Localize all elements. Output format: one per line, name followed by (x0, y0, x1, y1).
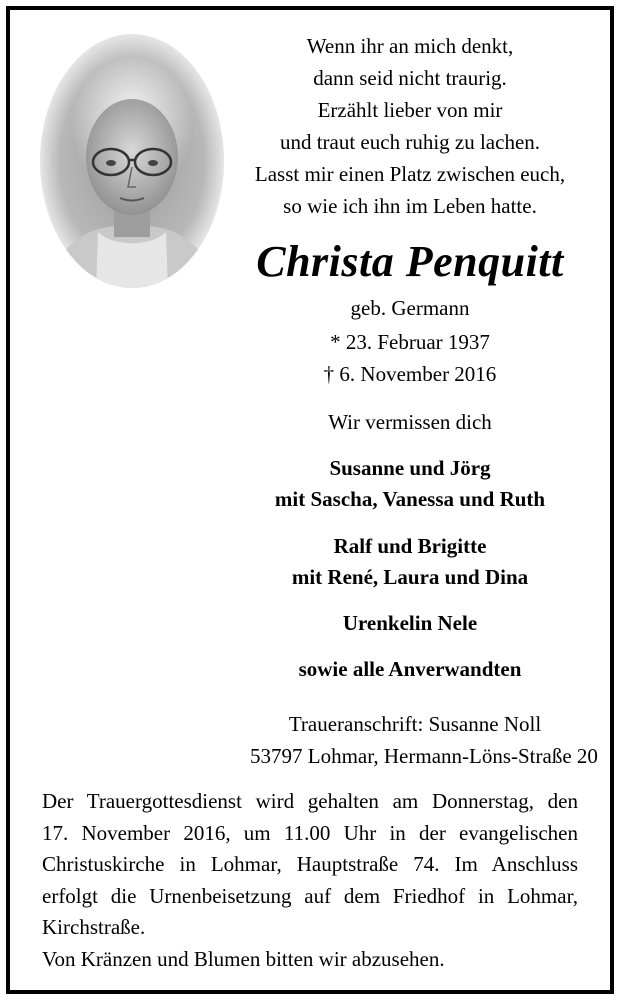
poem-line: so wie ich ihn im Leben hatte. (283, 194, 537, 218)
mourner-group-1-family: mit Sascha, Vanessa und Ruth (274, 487, 546, 511)
mourner-group-1-names: Susanne und Jörg (329, 456, 491, 480)
service-line: erfolgt die Urnenbeisetzung auf dem Friedhof in Lohmar, (42, 883, 578, 908)
service-line: 17. November 2016, um 11.00 Uhr in der evangelischen (42, 820, 578, 845)
service-line: Von Kränzen und Blumen bitten wir abzusehen. (42, 946, 445, 971)
mourner-group-2-family: mit René, Laura und Dina (291, 565, 529, 589)
service-line: Der Trauergottesdienst wird gehalten am Donnerstag, den (42, 789, 578, 813)
service-line: Kirchstraße. (42, 915, 146, 939)
poem-line: Lasst mir einen Platz zwischen euch, (254, 162, 566, 186)
poem-line: dann seid nicht traurig. (313, 66, 507, 90)
portrait-photo (38, 32, 226, 290)
death-date: † 6. November 2016 (323, 362, 497, 386)
relatives: sowie alle Anverwandten (298, 657, 522, 681)
service-info (42, 786, 578, 975)
poem-line: Erzählt lieber von mir (317, 98, 503, 122)
mourning-address (230, 708, 598, 772)
birth-name: geb. Germann (350, 296, 470, 320)
deceased-name: Christa Penquitt (256, 237, 564, 286)
miss-line: Wir vermissen dich (328, 410, 492, 434)
mourner-group-2-names: Ralf und Brigitte (333, 534, 487, 558)
address-line-2: 53797 Lohmar, Hermann-Löns-Straße 20 (250, 744, 598, 768)
service-line: Christuskirche in Lohmar, Hauptstraße 74. Im Anschluss (42, 852, 578, 876)
great-grandchild: Urenkelin Nele (342, 611, 478, 635)
address-line-1: Traueranschrift: Susanne Noll (288, 712, 542, 736)
birth-date: * 23. Februar 1937 (330, 330, 490, 354)
poem-line: und traut euch ruhig zu lachen. (279, 130, 541, 154)
poem (230, 30, 590, 222)
poem-line: Wenn ihr an mich denkt, (306, 34, 514, 58)
